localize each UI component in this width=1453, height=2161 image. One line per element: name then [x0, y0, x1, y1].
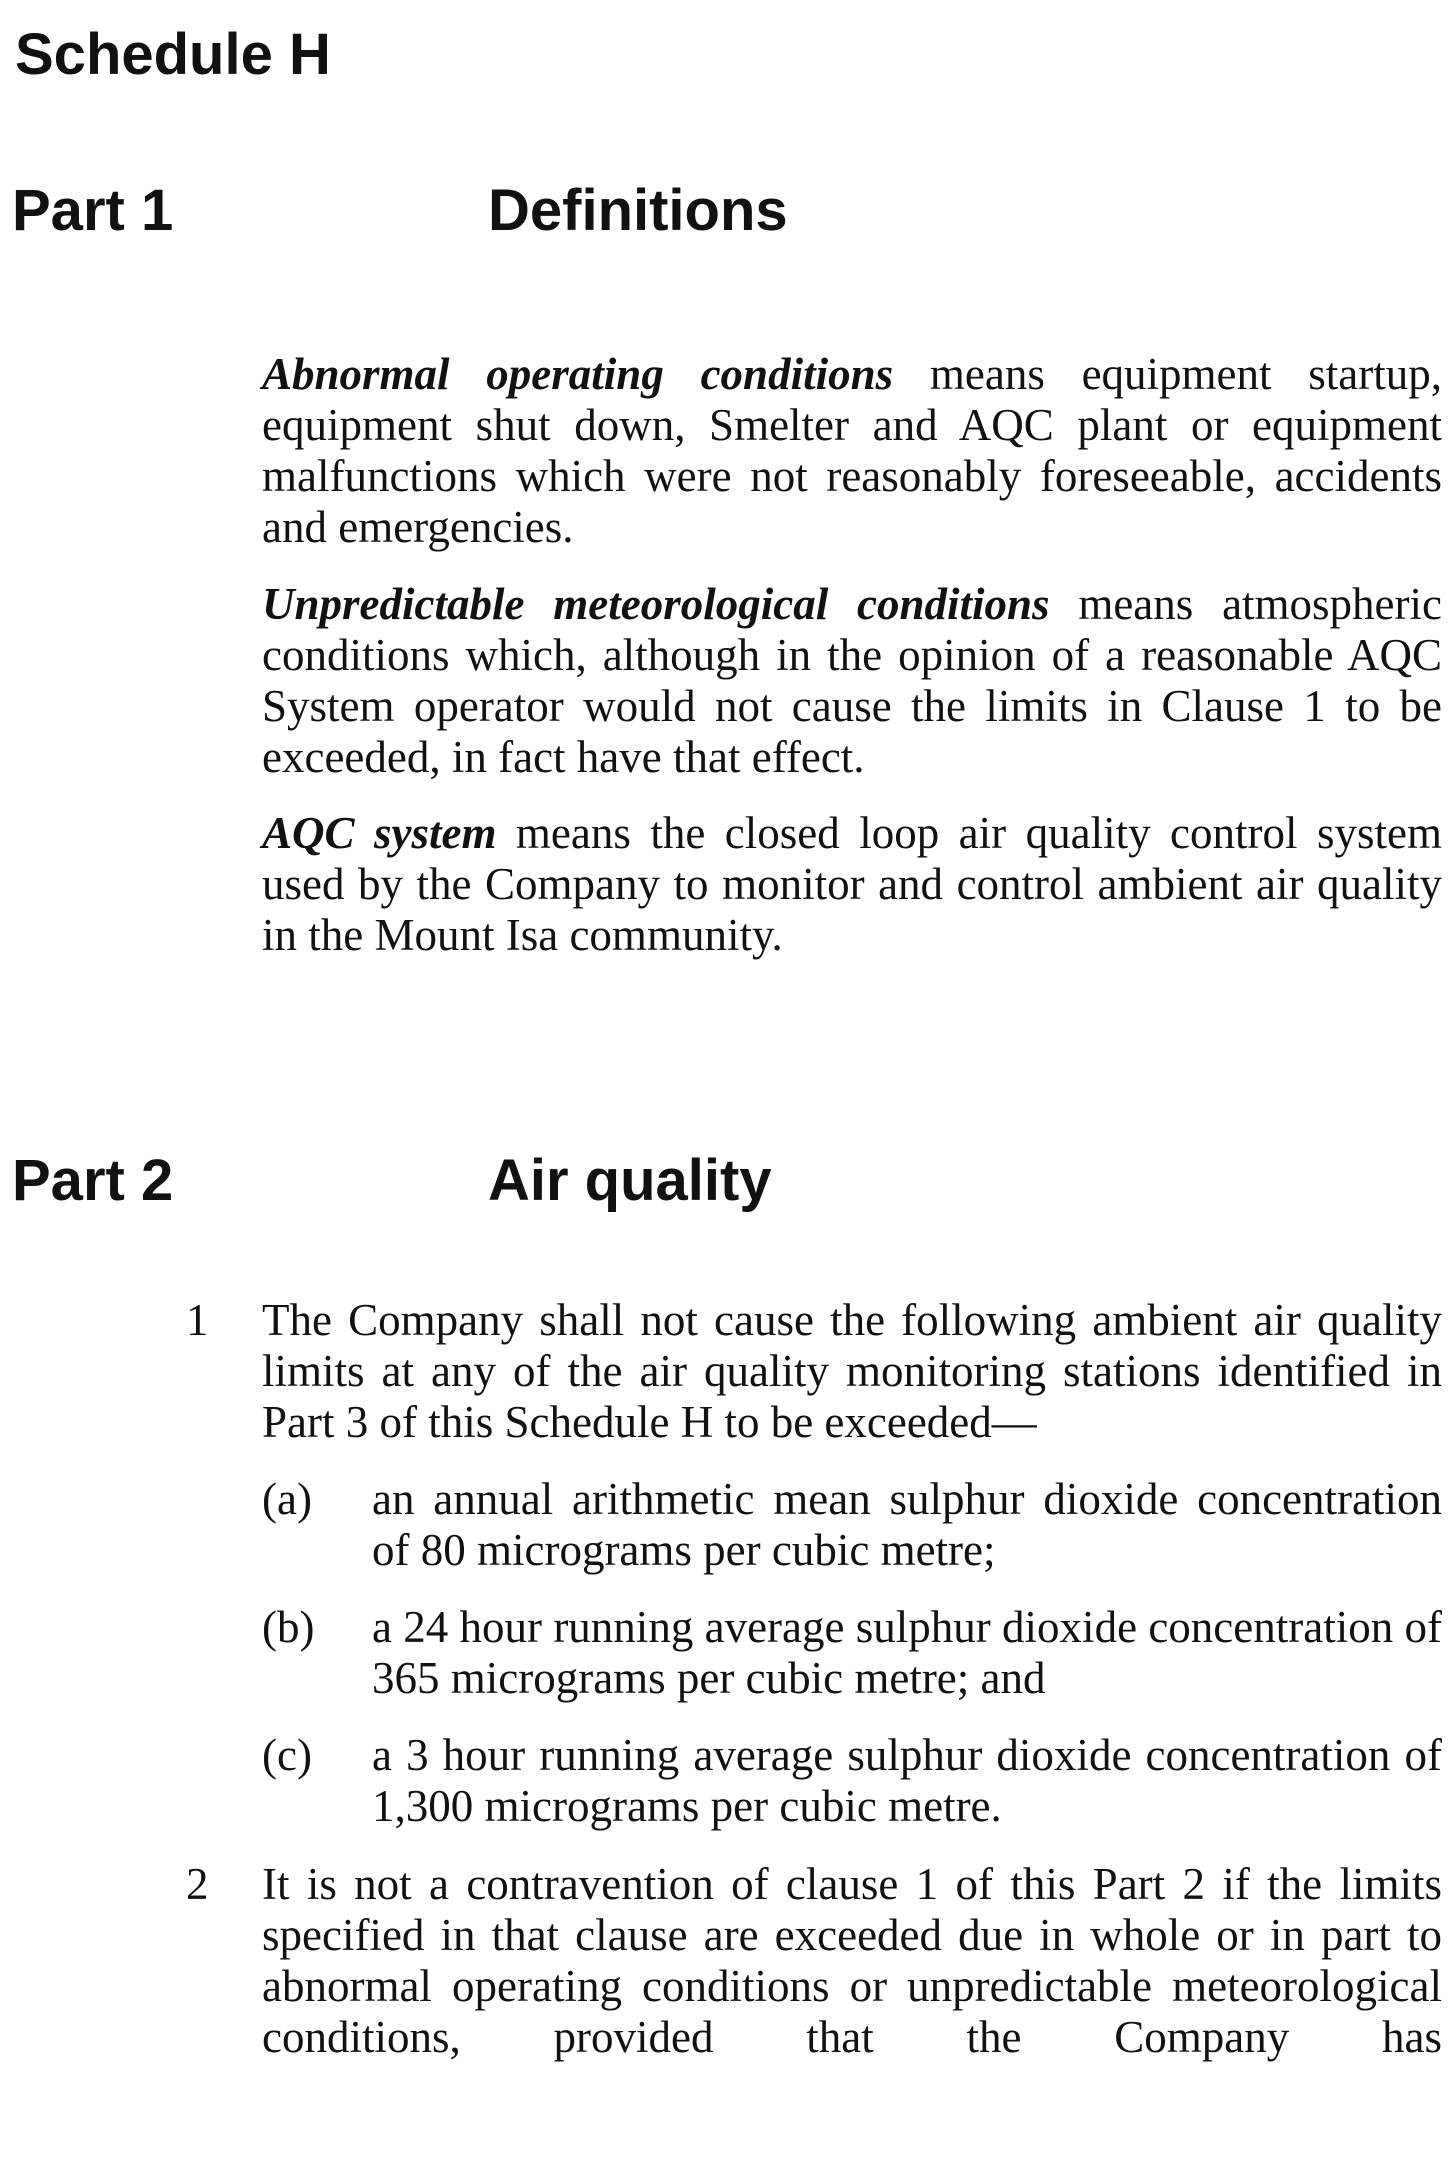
definition-unpredictable-meteorological-conditions	[262, 579, 1442, 783]
subclause-b-text: a 24 hour running average sulphur dioxide concentration of 365 micrograms per cubic metre; and	[372, 1602, 1442, 1703]
clause-1-text: The Company shall not cause the following ambient air quality limits at any of the air quality monitoring stations identified in Part 3 of this Schedule H to be exceeded—	[262, 1295, 1442, 1447]
part1-heading: Definitions	[488, 178, 788, 243]
clause-2-text: It is not a contravention of clause 1 of this Part 2 if the limits specified in that clause are exceeded due in whole or in part to abnormal operating conditions or unpredictable meteorological conditions, provided that the Company has	[262, 1859, 1442, 2062]
subclause-label: (b)	[262, 1602, 315, 1652]
subclause-a-text: an annual arithmetic mean sulphur dioxide concentration of 80 micrograms per cubic metre;	[372, 1474, 1442, 1575]
subclause-c-text: a 3 hour running average sulphur dioxide concentration of 1,300 micrograms per cubic metre.	[372, 1730, 1442, 1831]
definition-abnormal-operating-conditions	[262, 349, 1442, 553]
definition-text: means atmospheric conditions which, although in the opinion of a reasonable AQC System operator would not cause the limits in Clause 1 to be exceeded, in fact have that effect.	[262, 579, 1442, 782]
definition-aqc-system	[262, 808, 1442, 961]
definition-text: means equipment startup, equipment shut down, Smelter and AQC plant or equipment malfunctions which were not reasonably foreseeable, accidents and emergencies.	[262, 349, 1443, 552]
subclause-label: (c)	[262, 1730, 312, 1780]
definition-term: AQC system	[262, 808, 497, 858]
definition-text: means the closed loop air quality control system used by the Company to monitor and control ambient air quality in the Mount Isa community.	[262, 808, 1442, 960]
subclause-label: (a)	[262, 1474, 312, 1524]
definition-term: Abnormal operating conditions	[262, 349, 894, 399]
part2-heading: Air quality	[488, 1148, 772, 1213]
definition-term: Unpredictable meteorological conditions	[262, 579, 1050, 629]
clause-number: 1	[186, 1295, 209, 1345]
part2-label: Part 2	[12, 1148, 174, 1213]
clause-number: 2	[186, 1859, 209, 1909]
part1-label: Part 1	[12, 178, 174, 243]
schedule-title: Schedule H	[15, 22, 331, 87]
